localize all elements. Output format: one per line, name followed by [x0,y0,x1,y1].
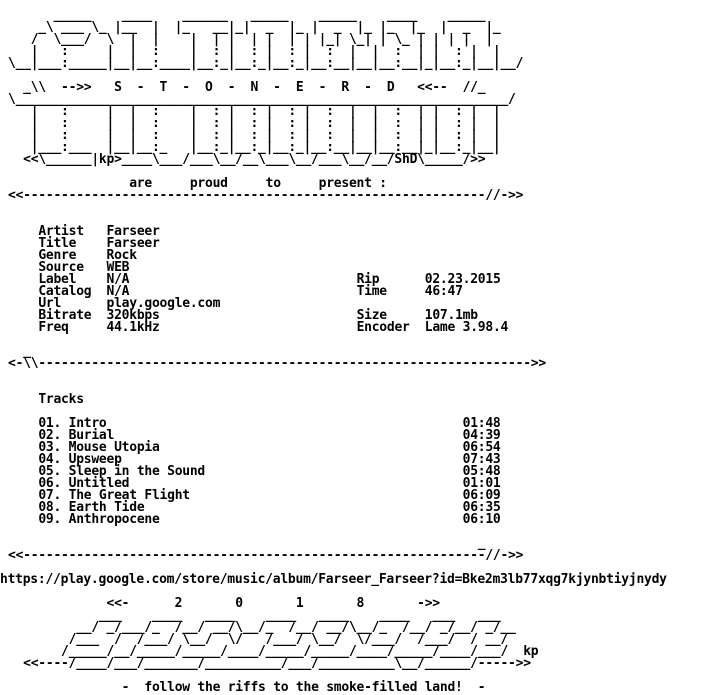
url-line [0,572,667,587]
album-url: https://play.google.com/store/music/album/Farseer_Farseer?id=Bke2m3lb77xqg7kjynbtiyjnydy [0,572,667,587]
track-time: 01:01 [462,476,501,491]
info-value: 44.1kHz [106,320,160,335]
footer-logo-line: /___ / /___/ \__/ \/ /___/ \__/ \/___/ /___/ / __/ [8,632,509,647]
track-title: Upsweep [68,452,122,467]
tracks-heading-line [8,394,667,406]
track-title: Earth Tide [68,500,145,515]
track-number: 02. [38,428,62,443]
rule-line: <-\\----------------------------------------------------------------->> [8,356,546,371]
info-label: Genre [38,248,77,263]
info-value: 107.1mb [424,308,478,323]
info-label: Catalog [38,284,92,299]
info-label: Rip [356,272,380,287]
blank-line [8,382,667,394]
logo-line: _\ ___ \_ |__ | |_ __|_| _ |_ | _ |_ |_ |_ | _ |_ [8,20,501,35]
track-title: Anthropocene [68,512,160,527]
info-value: N/A [106,272,130,287]
logo-line: \__|___:_____|__|__:____|__:_|__:_|__:_|__:__|__|__:__|_|__:_|__|__/ [8,56,524,71]
blank-line [8,370,667,382]
footer-logo-line: /_____/__/_____/_____/____/_____/_____/____/_____/____/___/ kp [8,644,539,659]
logo-line: | : | | : | : | : | : | : | | : | | : | | [8,116,501,131]
info-label: Time [356,284,387,299]
track-time: 06:09 [462,488,501,503]
info-value: play.google.com [106,296,221,311]
track-time: 06:35 [462,500,501,515]
nfo-document [0,8,667,695]
track-time: 06:10 [462,512,501,527]
rule-line: <<-------------------------------------------------------------//->> [8,188,524,203]
track-title: The Great Flight [68,488,190,503]
info-label: Bitrate [38,308,92,323]
tagline: - follow the riffs to the smoke-filled land! - [121,680,486,695]
logo-line: |___:___ |__|__:_ |__:_|__:_|__:_|__:__|__|__:__|_|__:_|__| [8,140,501,155]
track-title: Burial [68,428,115,443]
info-label: Title [38,236,77,251]
info-value: 320kbps [106,308,160,323]
blank-line [8,202,667,214]
blank-line [8,334,667,346]
footer-logo-line: __/ _/___/_ /__/ __/\__/_ /__/ __/\__/_ /__/ _/__/ _/__ [8,620,516,635]
info-value: N/A [106,284,130,299]
logo-line: / \___/ \ | | | | | | | | | |_| \_| | \_ | | | | | [8,32,493,47]
info-value: Farseer [106,224,160,239]
info-value: Rock [106,248,137,263]
logo-line: | : | | : | : | : | : | : | | : | | : | | [8,104,501,119]
year-line: <<- 2 0 1 8 ->> [8,596,440,611]
footer-logo-line: <<----/____/___/_______/__________/___/__________\__/______/----->> [8,656,531,671]
logo-line: | : | | : | : | : | : | : | | : | | : | | [8,44,501,59]
info-label: Encoder [356,320,410,335]
info-label: Url [38,296,62,311]
info-value: Lame 3.98.4 [424,320,509,335]
track-title: Mouse Utopia [68,440,160,455]
info-value: Farseer [106,236,160,251]
presents-text: are proud to present : [129,176,387,191]
info-value: 02.23.2015 [424,272,501,287]
logo-line: \_________________________________________________________________/ [8,92,516,107]
info-label: Source [38,260,84,275]
track-time: 07:43 [462,452,501,467]
track-number: 09. [38,512,62,527]
track-number: 03. [38,440,62,455]
group-name-line: _\\ -->> S - T - O - N - E - R - D <<-- //_ [8,80,486,95]
info-row [8,322,667,334]
rule-line: <<-------------------------------------------------------------//->> [8,548,524,563]
track-number: 05. [38,464,62,479]
info-label: Label [38,272,77,287]
rule-notch: _ [8,344,31,359]
tagline-line [8,682,667,694]
logo-line: _____ ____ ______ _____ _____ ____ _____ [8,8,486,23]
info-value: WEB [106,260,130,275]
logo-line: <<\______|kp>____\___/___\__/__\___\__/___\__/__/ShD\_____/>> [8,152,486,167]
track-time: 01:48 [462,416,501,431]
info-label: Artist [38,224,84,239]
track-title: Sleep in the Sound [68,464,206,479]
track-title: Intro [68,416,107,431]
track-time: 04:39 [462,428,501,443]
track-time: 06:54 [462,440,501,455]
track-number: 04. [38,452,62,467]
track-title: Untitled [68,476,130,491]
rule-notch: _ [8,536,486,551]
info-value: 46:47 [424,284,463,299]
footer-logo-line: ___ ____ ____ ____ ____ ____ ___ ___ [8,608,501,623]
track-time: 05:48 [462,464,501,479]
track-number: 08. [38,500,62,515]
logo-line: | : | | : | : | : | : | : | | : | | : | | [8,128,501,143]
track-row [8,514,667,526]
track-number: 06. [38,476,62,491]
info-label: Freq [38,320,69,335]
track-number: 07. [38,488,62,503]
track-number: 01. [38,416,62,431]
tracks-heading: Tracks [38,392,84,407]
info-label: Size [356,308,387,323]
